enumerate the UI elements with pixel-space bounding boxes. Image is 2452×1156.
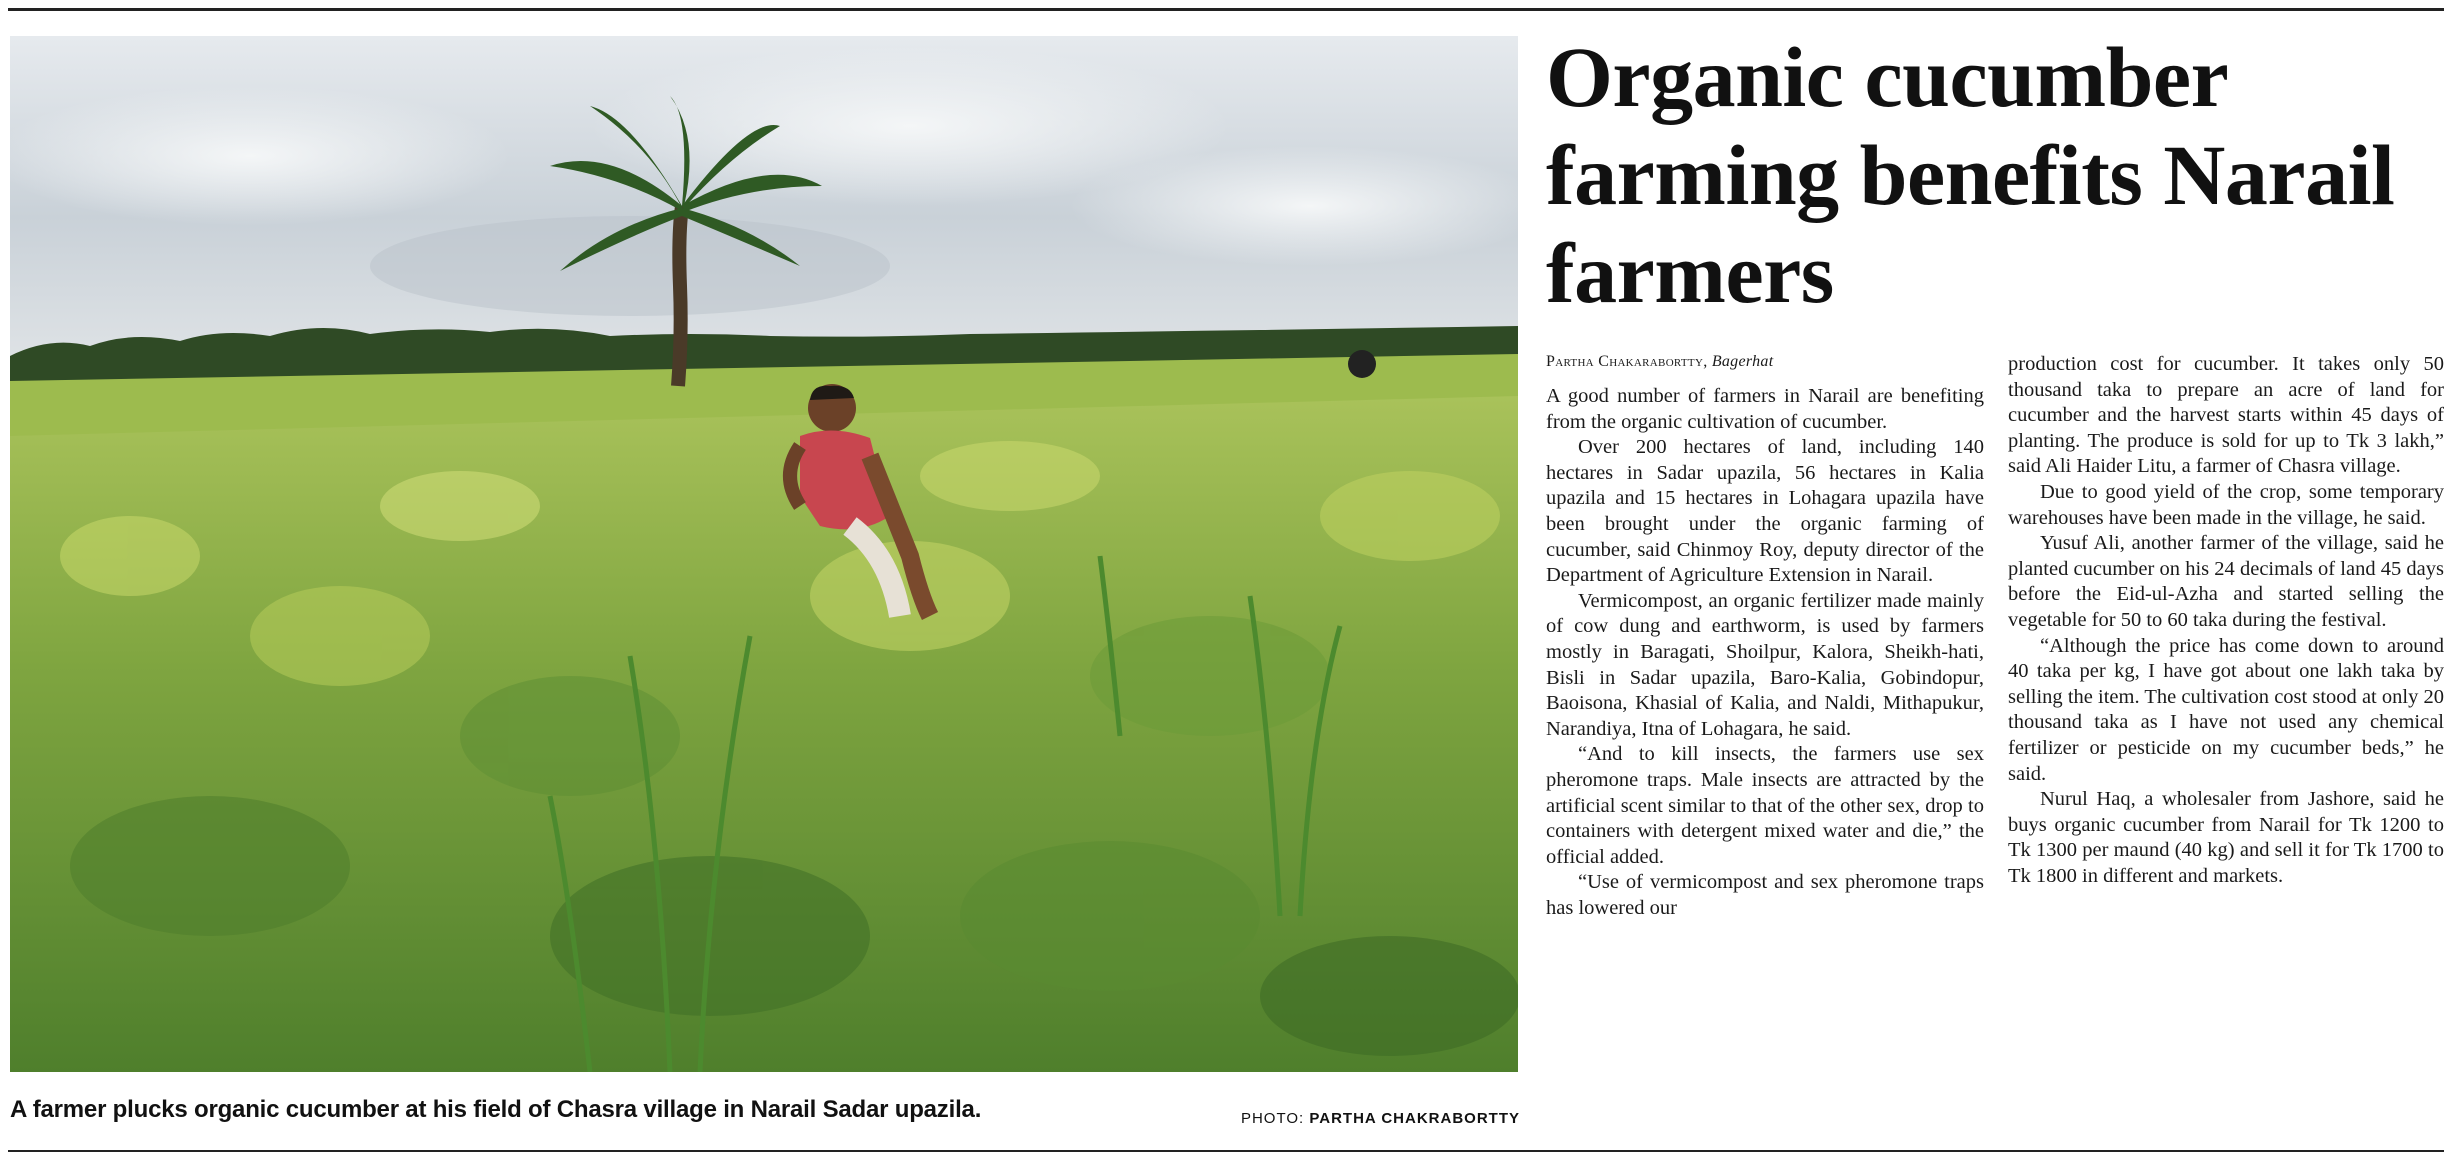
paragraph: production cost for cucumber. It takes only 50 thousand taka to prepare an acre of land for cucumber and the harvest starts within 45 days of planting. The produce is sold for up to Tk 3 lakh,” said Ali Haider Litu, a farmer of Chasra village. <box>2008 353 2444 478</box>
paragraph: Nurul Haq, a wholesaler from Jashore, said he buys organic cucumber from Narail for Tk 1200 to Tk 1300 per maund (40 kg) and sell it for Tk 1700 to Tk 1800 in different and markets. <box>2008 788 2444 887</box>
bottom-rule <box>8 1150 2444 1152</box>
article-column-1 <box>1546 352 1984 921</box>
article-column-2 <box>2008 352 2444 889</box>
paragraph: Yusuf Ali, another farmer of the village, said he planted cucumber on his 24 decimals of land 45 days before the Eid-ul-Azha and started selling the vegetable for 50 to 60 taka during the festival. <box>2008 532 2444 631</box>
paragraph: “Use of vermicompost and sex pheromone traps has lowered our <box>1546 871 1984 919</box>
article-photo <box>10 36 1518 1072</box>
photo-credit-name: PARTHA CHAKRABORTTY <box>1309 1110 1520 1127</box>
byline <box>1546 352 1984 372</box>
paragraph: A good number of farmers in Narail are benefiting from the organic cultivation of cucumber. <box>1546 385 1984 433</box>
byline-author: Partha Chakarabortty, <box>1546 353 1708 370</box>
paragraph: “Although the price has come down to around 40 taka per kg, I have got about one lakh taka by selling the item. The cultivation cost stood at only 20 thousand taka as I have not used any chemical fertilizer or pesticide on my cucumber beds,” he said. <box>2008 634 2444 785</box>
cucumber-field-image <box>10 36 1518 1072</box>
photo-credit <box>1241 1110 1520 1127</box>
photo-credit-label: PHOTO: <box>1240 1110 1310 1127</box>
paragraph: Over 200 hectares of land, including 140 hectares in Sadar upazila, 56 hectares in Kalia upazila and 15 hectares in Lohagara upazila have been brought under the organic farming of cucumber, said Chinmoy Roy, deputy director of the Department of Agriculture Extension in Narail. <box>1546 436 1984 587</box>
paragraph: Due to good yield of the crop, some temporary warehouses have been made in the village, he said. <box>2008 480 2444 529</box>
paragraph: Vermicompost, an organic fertilizer made mainly of cow dung and earthworm, is used by farmers mostly in Baragati, Shoilpur, Kalora, Sheikh-hati, Bisli in Sadar upazila, Baro-Kalia, Gobindopur, Baoisona, Khasial of Kalia, and Naldi, Mithapukur, Narandiya, Itna of Lohagara, he said. <box>1546 589 1984 740</box>
article-headline: Organic cucumber farming benefits Narail farmers <box>1546 29 2395 321</box>
paragraph: “And to kill insects, the farmers use sex pheromone traps. Male insects are attracted by the artificial scent similar to that of the other sex, drop to containers with detergent mixed water and die,” the official added. <box>1546 743 1984 868</box>
photo-caption: A farmer plucks organic cucumber at his field of Chasra village in Narail Sadar upazila. <box>10 1096 982 1123</box>
top-rule <box>8 8 2444 11</box>
byline-place: Bagerhat <box>1711 353 1774 370</box>
